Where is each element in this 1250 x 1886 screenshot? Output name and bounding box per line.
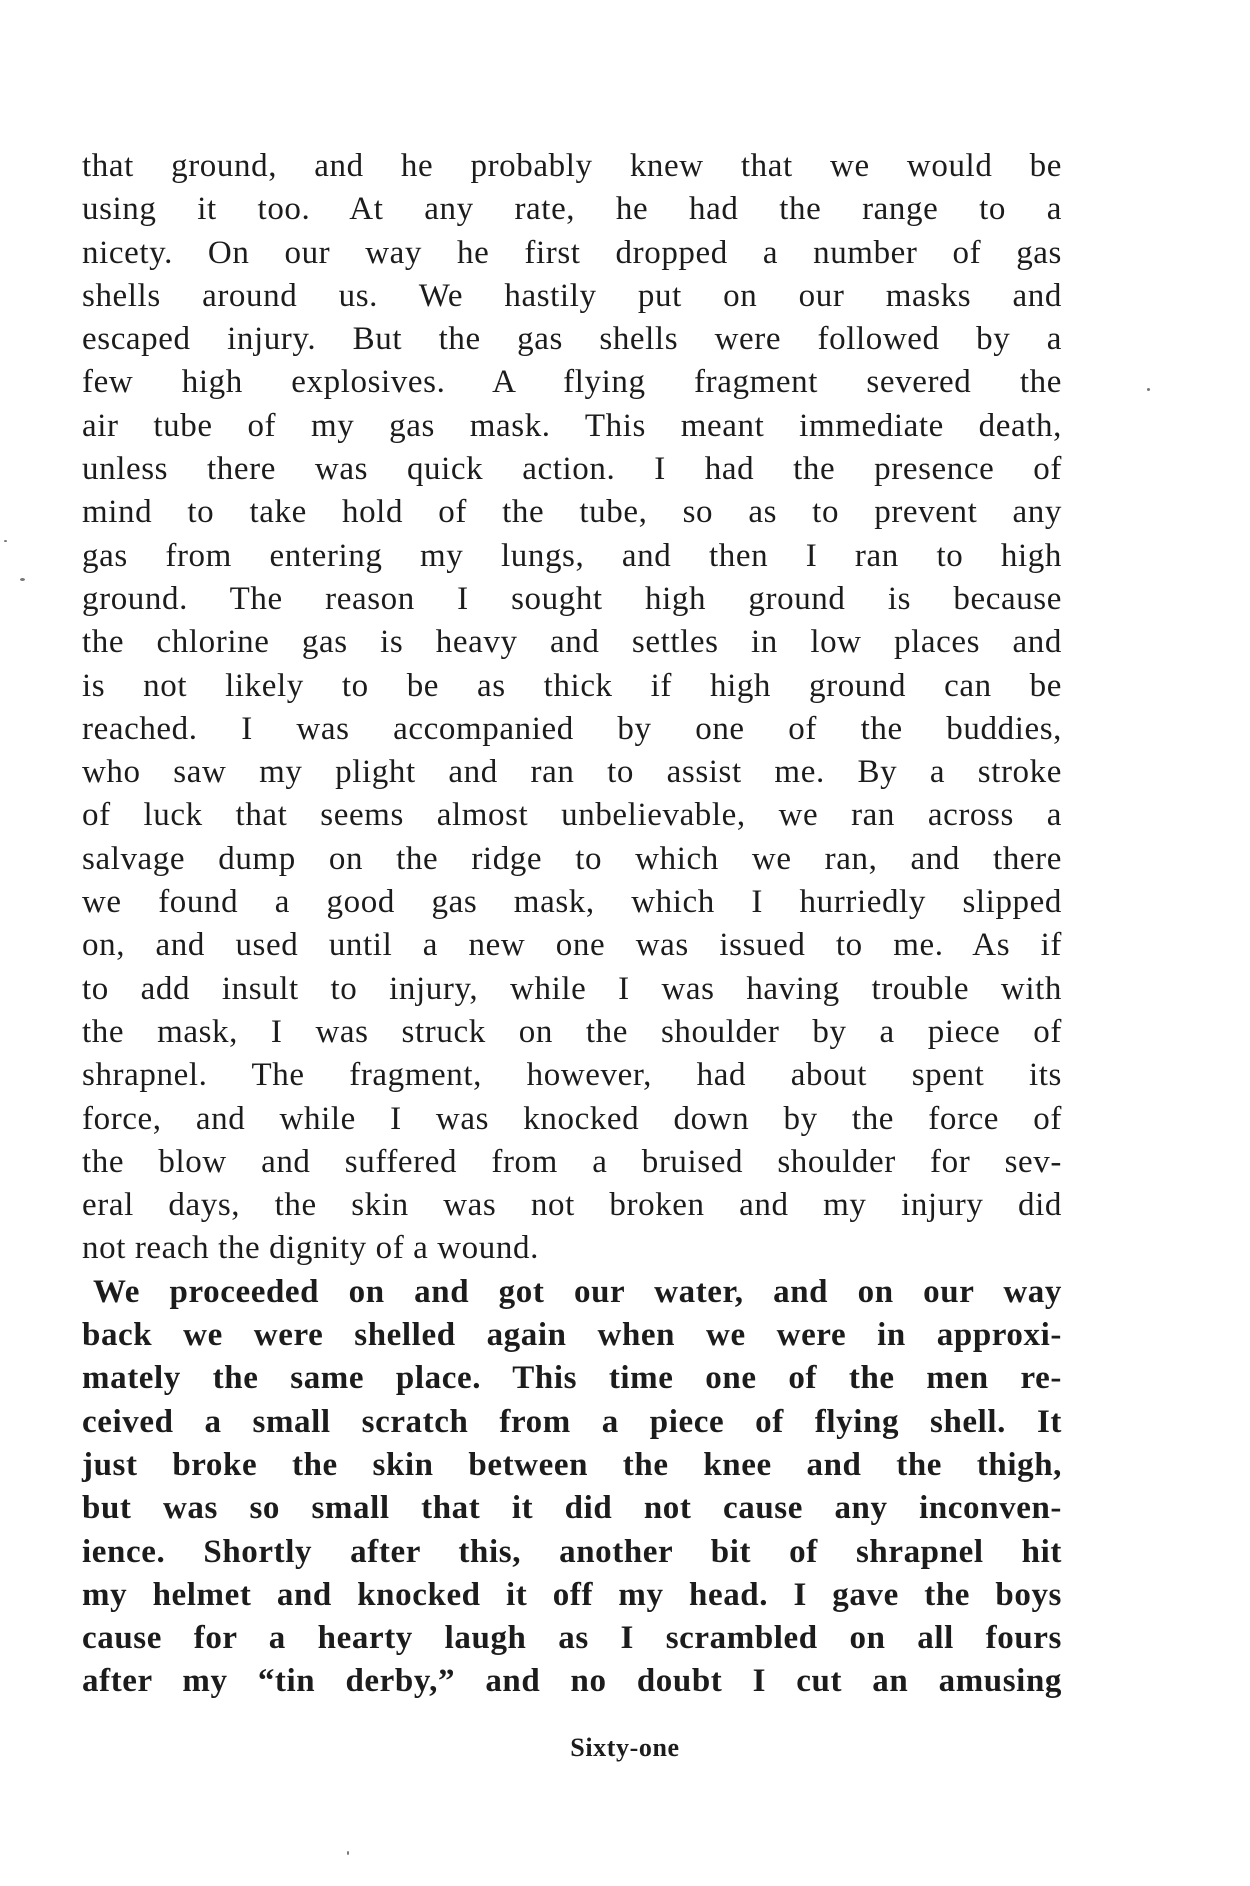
text-line: nicety. On our way he first dropped a number of gas [82, 234, 1062, 271]
text-line: on, and used until a new one was issued to me. As if [82, 927, 1062, 964]
text-line: air tube of my gas mask. This meant immediate death, [82, 407, 1062, 444]
text-line: that ground, and he probably knew that we would be [82, 148, 1062, 184]
text-line: mately the same place. This time one of the men re- [82, 1360, 1062, 1397]
text-line: cause for a hearty laugh as I scrambled on all fours [82, 1620, 1062, 1657]
paragraph-2 [82, 1271, 1062, 1704]
scan-speck [4, 540, 7, 542]
text-line: ience. Shortly after this, another bit of shrapnel hit [82, 1533, 1062, 1570]
text-line: force, and while I was knocked down by the force of [82, 1100, 1062, 1137]
text-line: is not likely to be as thick if high ground can be [82, 667, 1062, 704]
text-line: shrapnel. The fragment, however, had about spent its [82, 1057, 1062, 1094]
paragraph-1 [82, 145, 1062, 1271]
scan-speck [347, 1851, 349, 1855]
text-line: of luck that seems almost unbelievable, we ran across a [82, 797, 1062, 834]
text-line: ceived a small scratch from a piece of flying shell. It [82, 1403, 1062, 1440]
text-line: my helmet and knocked it off my head. I gave the boys [82, 1576, 1062, 1613]
text-line: we found a good gas mask, which I hurriedly slipped [82, 884, 1062, 921]
text-line: who saw my plight and ran to assist me. By a stroke [82, 754, 1062, 791]
text-line: ground. The reason I sought high ground is because [82, 580, 1062, 617]
text-line: salvage dump on the ridge to which we ran, and there [82, 840, 1062, 877]
text-line: escaped injury. But the gas shells were followed by a [82, 321, 1062, 358]
text-line: back we were shelled again when we were in approxi- [82, 1317, 1062, 1354]
text-line: but was so small that it did not cause any inconven- [82, 1490, 1062, 1527]
text-line: gas from entering my lungs, and then I ran to high [82, 537, 1062, 574]
body-text [82, 145, 1062, 1704]
page-number: Sixty-one [570, 1733, 680, 1762]
text-line: the blow and suffered from a bruised shoulder for sev- [82, 1143, 1062, 1180]
text-line: mind to take hold of the tube, so as to prevent any [82, 494, 1062, 531]
text-line: just broke the skin between the knee and the thigh, [82, 1446, 1062, 1483]
text-line: after my “tin derby,” and no doubt I cut an amusing [82, 1663, 1062, 1700]
text-line: unless there was quick action. I had the presence of [82, 451, 1062, 488]
text-line: reached. I was accompanied by one of the buddies, [82, 710, 1062, 747]
scan-speck [20, 578, 25, 581]
text-line: few high explosives. A flying fragment severed the [82, 364, 1062, 401]
text-line: eral days, the skin was not broken and my injury did [82, 1187, 1062, 1224]
text-line: shells around us. We hastily put on our masks and [82, 277, 1062, 314]
text-line: the chlorine gas is heavy and settles in low places and [82, 624, 1062, 661]
text-line: We proceeded on and got our water, and on our way [93, 1273, 1062, 1310]
text-line: to add insult to injury, while I was having trouble with [82, 970, 1062, 1007]
text-line: using it too. At any rate, he had the range to a [82, 191, 1062, 228]
scan-speck [1147, 388, 1150, 391]
text-line: the mask, I was struck on the shoulder by a piece of [82, 1013, 1062, 1050]
text-line: not reach the dignity of a wound. [82, 1230, 539, 1267]
